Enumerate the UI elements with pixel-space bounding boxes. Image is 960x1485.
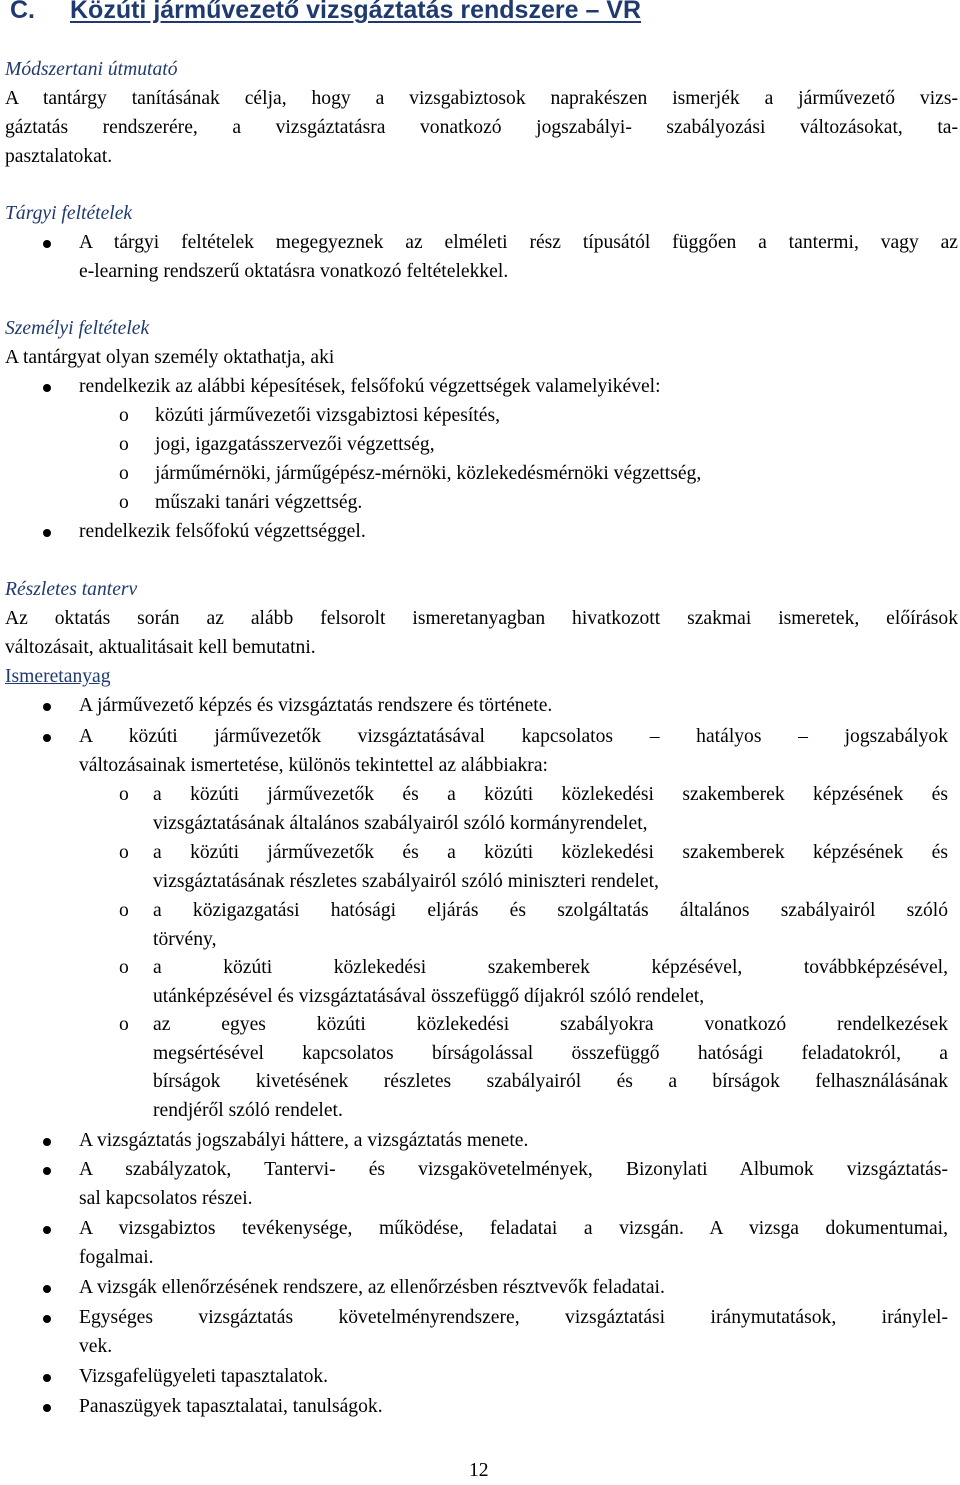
regulation-line: törvény,	[153, 929, 217, 950]
material-conditions-line-2: e-learning rendszerű oktatásra vonatkozó feltételekkel.	[79, 261, 509, 282]
page-number: 12	[469, 1460, 489, 1481]
regulation-line: a közigazgatási hatósági eljárás és szolgáltatás általános szabályairól szóló	[153, 900, 948, 921]
regulation-line: vizsgáztatásának általános szabályairól szóló kormányrendelet,	[153, 813, 648, 834]
sub-bullet-marker: o	[119, 492, 129, 513]
curriculum-item: Panaszügyek tapasztalatai, tanulságok.	[79, 1396, 383, 1417]
bullet-icon	[43, 1285, 51, 1293]
sub-bullet-marker: o	[119, 842, 129, 863]
curriculum-heading: Részletes tanterv	[5, 579, 138, 600]
bullet-icon	[43, 1404, 51, 1412]
methodology-heading: Módszertani útmutató	[5, 59, 178, 80]
section-letter: C.	[10, 0, 35, 24]
regulation-line: az egyes közúti közlekedési szabályokra vonatkozó rendelkezések	[153, 1014, 948, 1035]
regulation-line: a közúti járművezetők és a közúti közlekedési szakemberek képzésének és	[153, 842, 948, 863]
curriculum-item-line: A vizsgabiztos tevékenysége, működése, feladatai a vizsgán. A vizsga dokumentumai,	[79, 1218, 948, 1239]
curriculum-item-line: vek.	[79, 1336, 113, 1357]
material-conditions-line-1: A tárgyi feltételek megegyeznek az elméleti rész típusától függően a tantermi, vagy az	[79, 232, 958, 253]
bullet-icon	[43, 1374, 51, 1382]
knowledge-subheading: Ismeretanyag	[5, 666, 111, 687]
regulation-line: bírságok kivetésének részletes szabályairól és a bírságok felhasználásának	[153, 1071, 948, 1092]
personal-conditions-intro: A tantárgyat olyan személy oktathatja, aki	[5, 347, 335, 368]
sub-bullet-marker: o	[119, 463, 129, 484]
sub-bullet-marker: o	[119, 900, 129, 921]
curriculum-item: Vizsgafelügyeleti tapasztalatok.	[79, 1366, 329, 1387]
personal-conditions-heading: Személyi feltételek	[5, 318, 150, 339]
curriculum-line-1: Az oktatás során az alább felsorolt ismeretanyagban hivatkozott szakmai ismeretek, előírások	[5, 608, 958, 629]
curriculum-item-line: változásainak ismertetése, különös tekintettel az alábbiakra:	[79, 755, 548, 776]
regulation-line: rendjéről szóló rendelet.	[153, 1100, 343, 1121]
curriculum-item-line: fogalmai.	[79, 1247, 154, 1268]
curriculum-line-2: változásait, aktualitásait kell bemutatni.	[5, 637, 316, 658]
methodology-line-1: A tantárgy tanításának célja, hogy a vizsgabiztosok naprakészen ismerjék a járművezető vizs-	[5, 88, 958, 109]
bullet-icon	[43, 384, 51, 392]
bullet-icon	[43, 1138, 51, 1146]
methodology-line-3: pasztalatokat.	[5, 146, 113, 167]
regulation-line: utánképzésével és vizsgáztatásával összefüggő díjakról szóló rendelet,	[153, 986, 705, 1007]
curriculum-item: A vizsgáztatás jogszabályi háttere, a vizsgáztatás menete.	[79, 1130, 529, 1151]
section-title-text: Közúti járművezető vizsgáztatás rendszere – VR	[70, 0, 642, 24]
sub-bullet-marker: o	[119, 405, 129, 426]
qualification-item: járműmérnöki, járműgépész-mérnöki, közlekedésmérnöki végzettség,	[155, 463, 702, 484]
bullet-icon	[43, 1226, 51, 1234]
curriculum-item-line: Egységes vizsgáztatás követelményrendszere, vizsgáztatási iránymutatások, iránylel-	[79, 1307, 948, 1328]
sub-bullet-marker: o	[119, 1014, 129, 1035]
bullet-icon	[43, 1167, 51, 1175]
curriculum-item: A járművezető képzés és vizsgáztatás rendszere és története.	[79, 695, 553, 716]
sub-bullet-marker: o	[119, 784, 129, 805]
curriculum-item-line: A közúti járművezetők vizsgáztatásával kapcsolatos – hatályos – jogszabályok	[79, 726, 948, 747]
regulation-line: a közúti járművezetők és a közúti közlekedési szakemberek képzésének és	[153, 784, 948, 805]
sub-bullet-marker: o	[119, 957, 129, 978]
methodology-line-2: gáztatás rendszerére, a vizsgáztatásra vonatkozó jogszabályi- szabályozási változásokat, ta-	[5, 117, 958, 138]
regulation-line: vizsgáztatásának részletes szabályairól szóló miniszteri rendelet,	[153, 871, 659, 892]
material-conditions-heading: Tárgyi feltételek	[5, 203, 133, 224]
section-title	[10, 0, 950, 25]
bullet-icon	[43, 703, 51, 711]
regulation-line: megsértésével kapcsolatos bírságolással összefüggő hatósági feladatokról, a	[153, 1043, 948, 1064]
bullet-icon	[43, 529, 51, 537]
curriculum-item-line: A szabályzatok, Tantervi- és vizsgakövetelmények, Bizonylati Albumok vizsgáztatás-	[79, 1159, 948, 1180]
curriculum-item-line: sal kapcsolatos részei.	[79, 1188, 253, 1209]
knowledge-subheading-wrap	[5, 662, 111, 691]
degree-bullet: rendelkezik felsőfokú végzettséggel.	[79, 521, 366, 542]
qualification-item: közúti járművezetői vizsgabiztosi képesítés,	[155, 405, 500, 426]
qualification-bullet: rendelkezik az alábbi képesítések, felsőfokú végzettségek valamelyikével:	[79, 376, 661, 397]
bullet-icon	[43, 1315, 51, 1323]
curriculum-item: A vizsgák ellenőrzésének rendszere, az ellenőrzésben résztvevők feladatai.	[79, 1277, 665, 1298]
regulation-line: a közúti közlekedési szakemberek képzésével, továbbképzésével,	[153, 957, 948, 978]
qualification-item: műszaki tanári végzettség.	[155, 492, 363, 513]
bullet-icon	[43, 734, 51, 742]
bullet-icon	[43, 240, 51, 248]
qualification-item: jogi, igazgatásszervezői végzettség,	[155, 434, 435, 455]
sub-bullet-marker: o	[119, 434, 129, 455]
